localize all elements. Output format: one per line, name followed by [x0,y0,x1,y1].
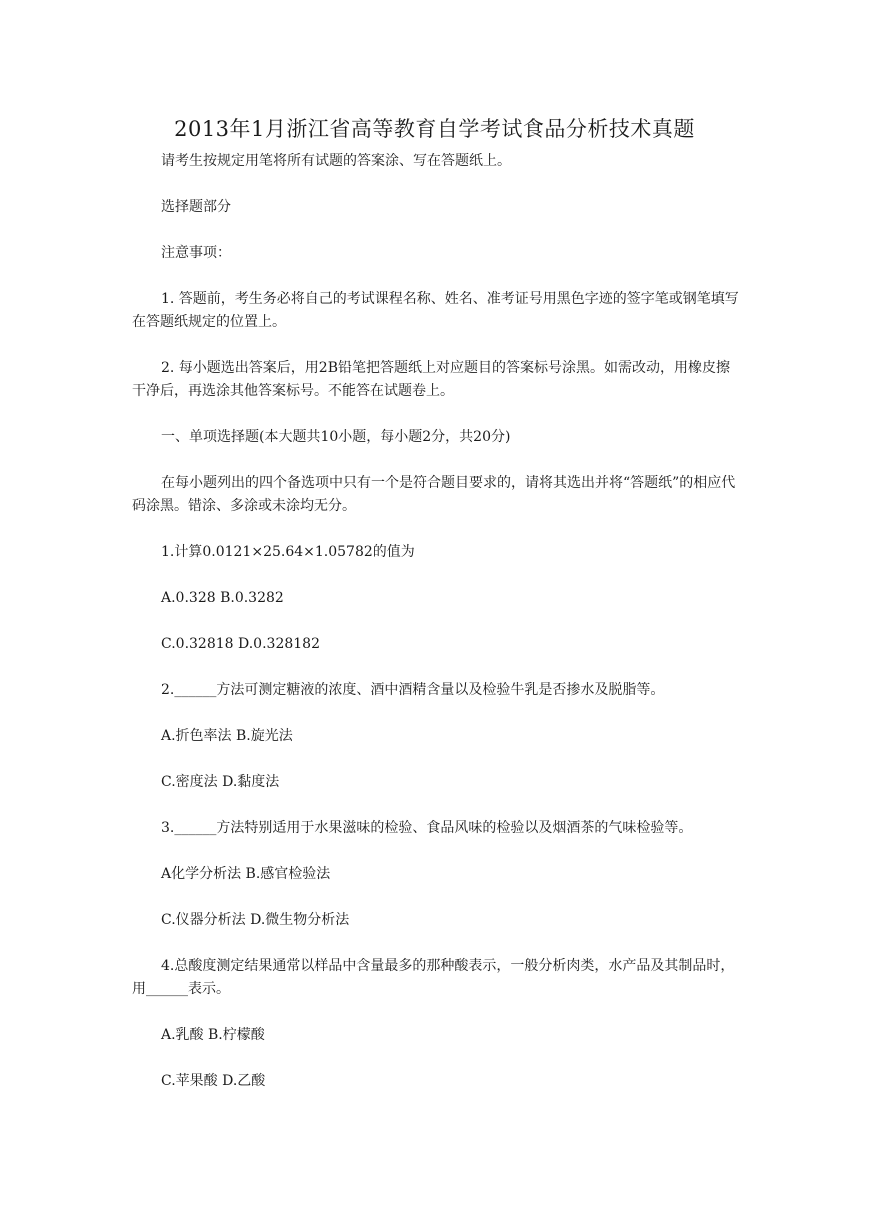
question-1-options-ab: A.0.328 B.0.3282 [161,590,284,606]
part-one-instruction: 在每小题列出的四个备选项中只有一个是符合题目要求的，请将其选出并将“答题纸”的相应代码涂黑。错涂、多涂或未涂均无分。 [132,475,736,514]
section-heading: 选择题部分 [161,199,231,215]
question-3-options-cd: C.仪器分析法 D.微生物分析法 [161,912,350,928]
question-1-options-cd: C.0.32818 D.0.328182 [161,636,320,652]
question-4-options-cd: C.苹果酸 D.乙酸 [161,1073,266,1089]
question-2-options-ab: A.折色率法 B.旋光法 [161,728,293,744]
document-title: 2013年1月浙江省高等教育自学考试食品分析技术真题 [174,117,695,141]
notice-heading: 注意事项： [161,245,231,261]
question-2-options-cd: C.密度法 D.黏度法 [161,774,280,790]
question-3: 3.______方法特别适用于水果滋味的检验、食品风味的检验以及烟酒茶的气味检验等。 [161,820,693,836]
part-one-heading: 一、单项选择题(本大题共10小题，每小题2分，共20分) [161,429,511,445]
question-4-options-ab: A.乳酸 B.柠檬酸 [161,1027,265,1043]
question-1: 1.计算0.0121×25.64×1.05782的值为 [161,544,415,560]
question-4: 4.总酸度测定结果通常以样品中含量最多的那种酸表示，一般分析肉类，水产品及其制品时，用______表示。 [132,958,735,997]
question-2: 2.______方法可测定糖液的浓度、酒中酒精含量以及检验牛乳是否掺水及脱脂等。 [161,682,665,698]
question-3-options-ab: A化学分析法 B.感官检验法 [161,866,331,882]
notice-item-2: 2. 每小题选出答案后，用2B铅笔把答题纸上对应题目的答案标号涂黑。如需改动，用橡皮擦干净后，再选涂其他答案标号。不能答在试题卷上。 [132,360,731,399]
instruction-paragraph: 请考生按规定用笔将所有试题的答案涂、写在答题纸上。 [161,153,511,169]
notice-item-1: 1. 答题前，考生务必将自己的考试课程名称、姓名、准考证号用黑色字迹的签字笔或钢笔填写在答题纸规定的位置上。 [132,291,739,330]
